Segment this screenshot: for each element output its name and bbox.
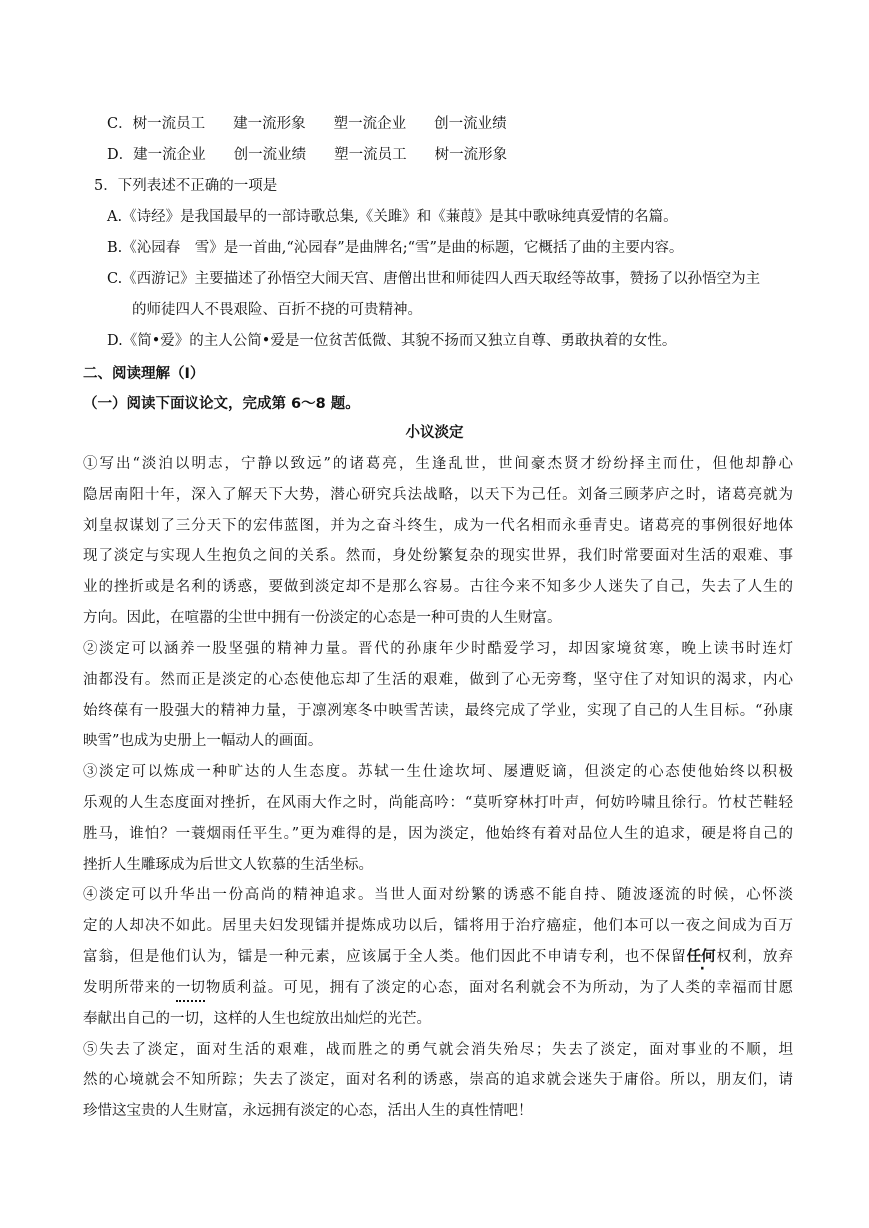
article-line: ①写出“淡泊以明志，宁静以致远”的诸葛亮，生逢乱世，世间豪杰贤才纷纷择主而仕，但他却静心 <box>83 456 793 472</box>
option-item: 树一流形象 <box>434 147 508 163</box>
article-line: 乐观的人生态度面对挫折，在风雨大作之时，尚能高吟：“莫听穿林打叶声，何妨吟啸且徐行。竹杖芒鞋轻 <box>83 795 793 811</box>
article-line: 奉献出自己的一切，这样的人生也绽放出灿烂的光芒。 <box>83 1011 431 1027</box>
option-item: 建一流形象 <box>233 116 306 132</box>
emphasis-underlined-word: 一切 <box>175 980 205 996</box>
section-heading: 二、阅读理解（Ⅰ） <box>83 366 205 382</box>
q5-option-b: B.《沁园春 雪》是一首曲,“沁园春”是曲牌名;“雪”是曲的标题，它概括了曲的主要内容。 <box>107 240 684 256</box>
subsection-heading: （一）阅读下面议论文，完成第 6～8 题。 <box>83 396 360 412</box>
q5-option-d: D.《简•爱》的主人公简•爱是一位贫苦低微、其貌不扬而又独立自尊、勇敢执着的女性。 <box>107 333 677 349</box>
article-line: 映雪”也成为史册上一幅动人的画面。 <box>83 733 323 749</box>
option-letter: D． <box>107 147 134 163</box>
q5-option-a: A.《诗经》是我国最早的一部诗歌总集,《关雎》和《蒹葭》是其中歌咏纯真爱情的名篇。 <box>107 209 678 225</box>
option-item: 建一流企业 <box>133 147 206 163</box>
article-line: 刘皇叔谋划了三分天下的宏伟蓝图，并为之奋斗终生，成为一代名相而永垂青史。诸葛亮的事例很好地体 <box>83 518 793 534</box>
article-line <box>83 947 793 967</box>
option-item: 创一流业绩 <box>233 147 307 163</box>
q4-option-c <box>107 114 507 134</box>
option-letter: C． <box>107 116 133 132</box>
article-line: 胜马，谁怕？一蓑烟雨任平生。”更为难得的是，因为淡定，他始终有着对品位人生的追求，硬是将自己的 <box>83 826 793 842</box>
article-line: 方向。因此，在喧嚣的尘世中拥有一份淡定的心态是一种可贵的人生财富。 <box>83 610 562 626</box>
article-line: 业的挫折或是名利的诱惑，要做到淡定却不是那么容易。古往今来不知多少人迷失了自己，失去了人生的 <box>83 579 793 595</box>
article-line: 始终葆有一股强大的精神力量，于凛冽寒冬中映雪苦读，最终完成了学业，实现了自己的人生目标。“孙康 <box>83 703 793 719</box>
article-text: 物质利益。可见，拥有了淡定的心态，面对名利就会不为所动，为了人类的幸福而甘愿 <box>204 980 794 996</box>
article-text: 富翁，但是他们认为，镭是一种元素，应该属于全人类。他们因此不申请专利，也不保留 <box>83 949 687 965</box>
article-line <box>83 978 793 998</box>
article-line: ⑤失去了淡定，面对生活的艰难，战而胜之的勇气就会消失殆尽；失去了淡定，面对事业的不顺，坦 <box>83 1042 793 1058</box>
article-title: 小议淡定 <box>405 425 464 441</box>
article-line: ④淡定可以升华出一份高尚的精神追求。当世人面对纷繁的诱惑不能自持、随波逐流的时候，心怀淡 <box>83 887 793 903</box>
article-line: 现了淡定与实现人生抱负之间的关系。然而，身处纷繁复杂的现实世界，我们时常要面对生活的艰难、事 <box>83 548 793 564</box>
article-text: 权利，放弃 <box>715 949 794 965</box>
q5-option-c-line2: 的师徒四人不畏艰险、百折不挠的可贵精神。 <box>132 302 422 318</box>
article-line: ③淡定可以炼成一种旷达的人生态度。苏轼一生仕途坎坷、屡遭贬谪，但淡定的心态使他始终以积极 <box>83 764 793 780</box>
option-item: 树一流员工 <box>132 116 206 132</box>
option-item: 塑一流企业 <box>333 116 407 132</box>
option-item: 塑一流员工 <box>334 147 407 163</box>
emphasis-dotted-word: 任何 <box>686 949 716 965</box>
article-line: ②淡定可以涵养一股坚强的精神力量。晋代的孙康年少时酷爱学习，却因家境贫寒，晚上读书时连灯 <box>83 641 793 657</box>
q4-option-d <box>107 145 507 165</box>
article-line: 然的心境就会不知所踪；失去了淡定，面对名利的诱惑，崇高的追求就会迷失于庸俗。所以，朋友们，请 <box>83 1072 793 1088</box>
q5-stem: 5．下列表述不正确的一项是 <box>94 178 278 194</box>
article-line: 定的人却决不如此。居里夫妇发现镭并提炼成功以后，镭将用于治疗癌症，他们本可以一夜之间成为百万 <box>83 918 793 934</box>
article-line: 隐居南阳十年，深入了解天下大势，潜心研究兵法战略，以天下为己任。刘备三顾茅庐之时，诸葛亮就为 <box>83 487 793 503</box>
option-item: 创一流业绩 <box>434 116 507 132</box>
q5-option-c-line1: C.《西游记》主要描述了孙悟空大闹天宫、唐僧出世和师徒四人西天取经等故事，赞扬了以孙悟空为主 <box>107 271 761 287</box>
article-line: 油都没有。然而正是淡定的心态使他忘却了生活的艰难，做到了心无旁骛，坚守住了对知识的渴求，内心 <box>83 672 793 688</box>
article-text: 发明所带来的 <box>83 980 176 996</box>
article-line: 珍惜这宝贵的人生财富，永远拥有淡定的心态，活出人生的真性情吧！ <box>83 1103 533 1119</box>
article-line: 挫折人生雕琢成为后世文人钦慕的生活坐标。 <box>83 857 373 873</box>
